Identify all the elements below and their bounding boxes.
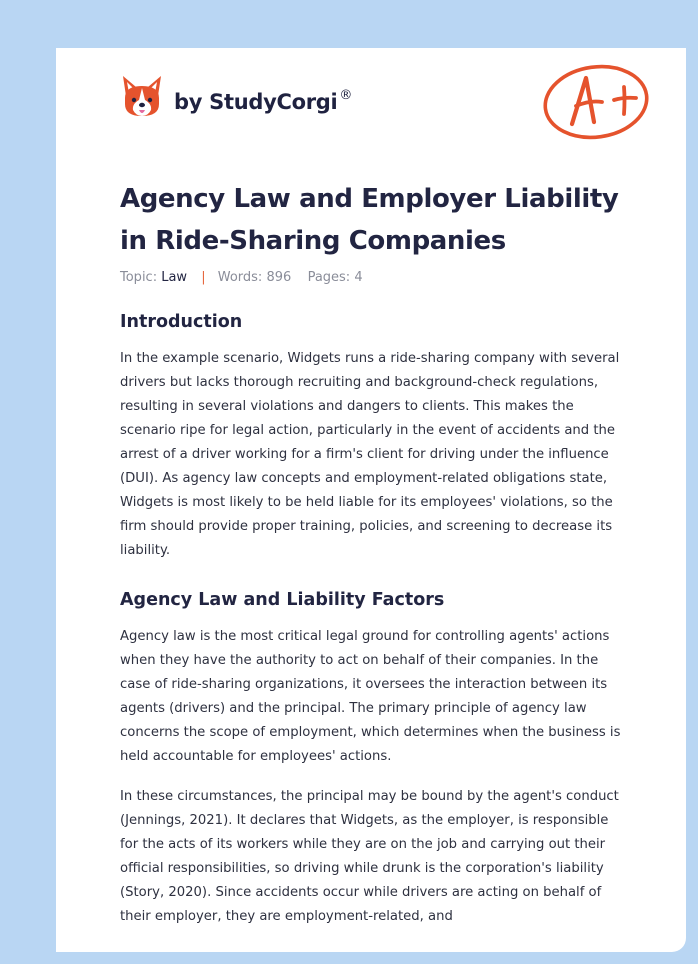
paragraph: In the example scenario, Widgets runs a ride-sharing company with several drivers but lacks thorough recruiting and background-check regulations, resulting in several violations and dangers to clients. This makes the scenario ripe for legal action, particularly in the event of accidents and the arrest of a driver working for a firm's client for driving under the influence (DUI). As agency law concepts and employment-related obligations state, Widgets is most likely to be held liable for its employees' violations, so the firm should provide proper training, policies, and screening to decrease its liability. [120,351,620,558]
page-title: Agency Law and Employer Liability in Ride-Sharing Companies [120,184,619,256]
pages-count: 4 [354,270,363,285]
words-count: 896 [266,270,292,285]
document-meta [120,270,630,285]
topic-label: Topic: [120,270,158,285]
document-page [56,48,686,952]
pages-label: Pages: [307,270,351,285]
header [120,74,660,144]
section-heading-agency-law: Agency Law and Liability Factors [120,590,445,610]
paragraph: In these circumstances, the principal may be bound by the agent's conduct (Jennings, 2021). It declares that Widgets, as the employer, is responsible for the acts of its workers while they are on the job and carrying out their official responsibilities, so driving while drunk is the corporation's liability (Story, 2020). Since accidents occur while drivers are acting on behalf of their employer, they are employment-related, and [120,789,619,924]
article [120,178,630,929]
section-heading-introduction: Introduction [120,312,243,332]
registered-mark: ® [339,88,353,103]
brand-text: by StudyCorgi [174,90,338,114]
meta-separator: | [201,270,206,285]
brand-name[interactable] [174,88,352,114]
corgi-icon [120,74,164,124]
paragraph: Agency law is the most critical legal ground for controlling agents' actions when they have the authority to act on behalf of their companies. In the case of ride-sharing organizations, it oversees the interaction between its agents (drivers) and the principal. The primary principle of agency law concerns the scope of employment, which determines when the business is held accountable for employees' actions. [120,629,621,764]
words-label: Words: [217,270,263,285]
a-plus-grade-icon [540,60,652,142]
topic-link[interactable]: Law [161,270,188,285]
